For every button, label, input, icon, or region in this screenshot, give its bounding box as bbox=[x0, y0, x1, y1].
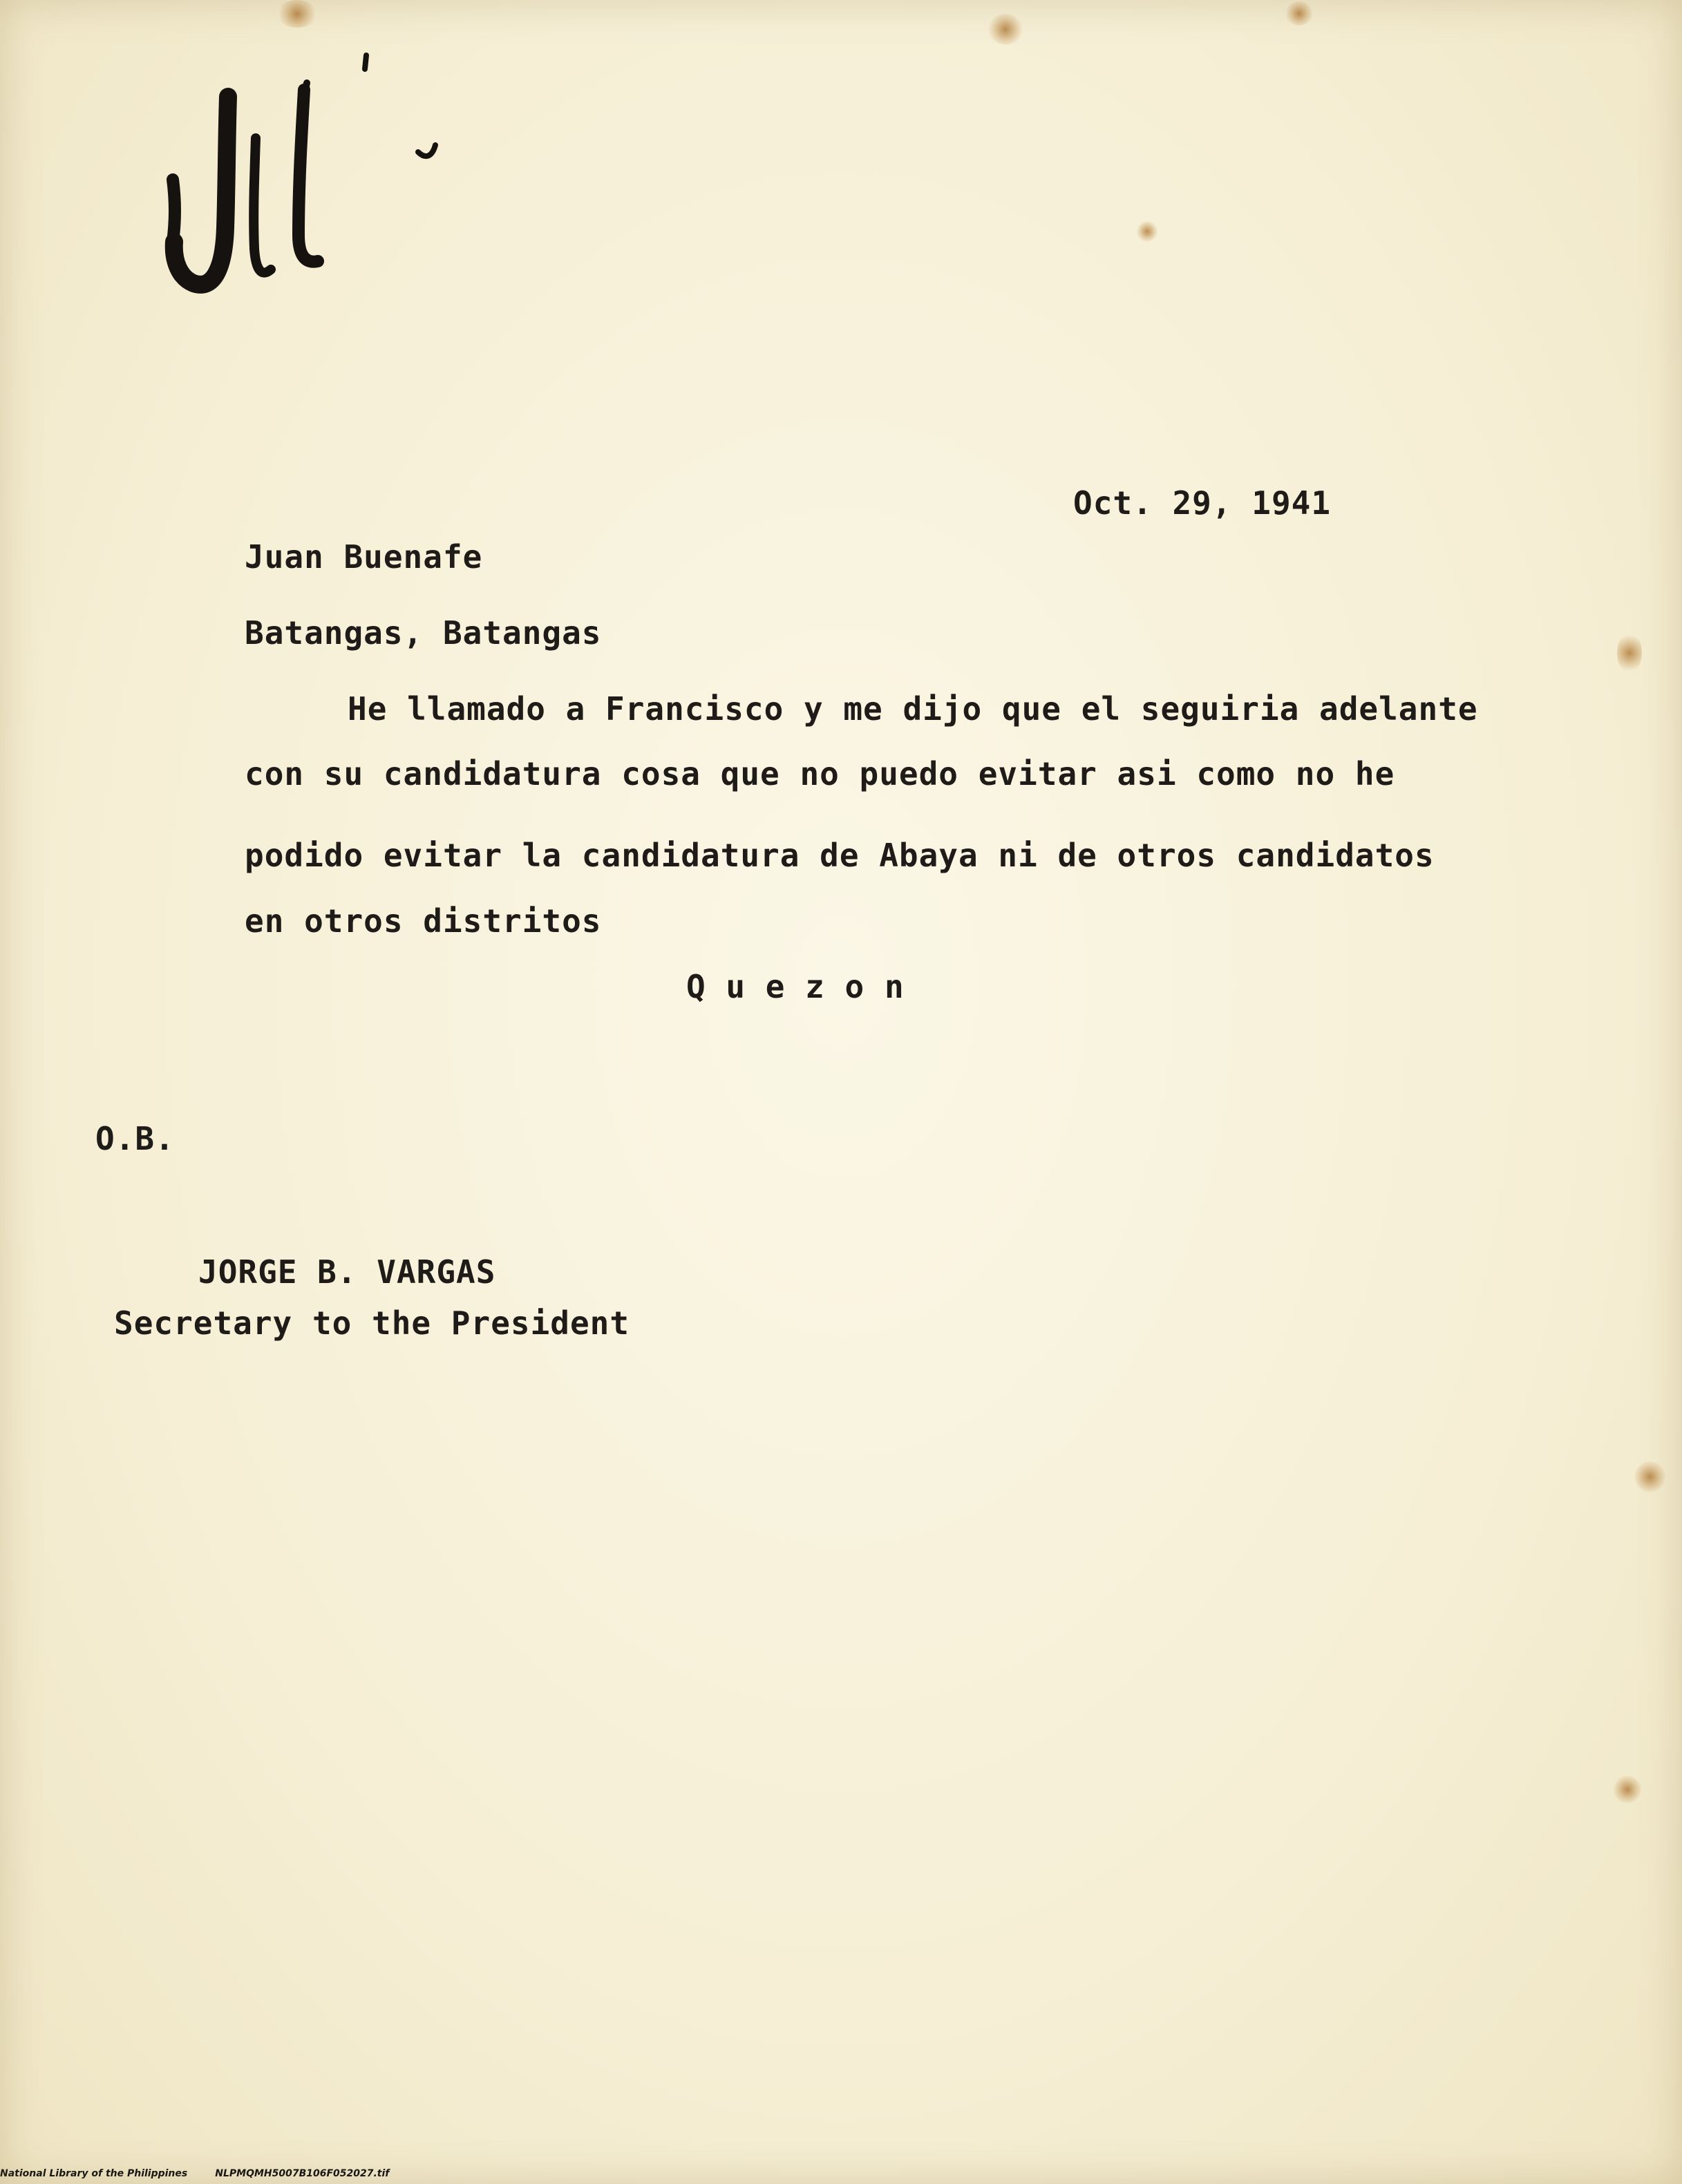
signatory-name: JORGE B. VARGAS bbox=[198, 1253, 496, 1291]
paper-stain bbox=[1137, 221, 1157, 242]
paper-stain bbox=[988, 14, 1023, 45]
recipient-place: Batangas, Batangas bbox=[245, 614, 602, 652]
paper-stain bbox=[1634, 1461, 1665, 1492]
body-line-2: con su candidatura cosa que no puedo evitar asi como no he bbox=[245, 755, 1395, 792]
body-line-1: He llamado a Francisco y me dijo que el seguiria adelante bbox=[348, 690, 1478, 728]
scan-footer bbox=[0, 2168, 389, 2179]
handwritten-initials bbox=[145, 41, 463, 318]
body-line-4: en otros distritos bbox=[245, 902, 602, 940]
paper-stain bbox=[1617, 632, 1642, 674]
recipient-name: Juan Buenafe bbox=[245, 538, 483, 576]
sender-signature: Q u e z o n bbox=[686, 968, 905, 1005]
signatory-title: Secretary to the President bbox=[114, 1304, 630, 1342]
footer-file-name: NLPMQMH5007B106F052027.tif bbox=[215, 2168, 390, 2179]
paper-stain bbox=[276, 0, 318, 28]
ob-mark: O.B. bbox=[95, 1120, 175, 1157]
body-line-3: podido evitar la candidatura de Abaya ni de otros candidatos bbox=[245, 837, 1435, 874]
paper-stain bbox=[1614, 1776, 1641, 1803]
letter-date: Oct. 29, 1941 bbox=[1073, 484, 1332, 522]
footer-institution: National Library of the Philippines bbox=[0, 2168, 188, 2179]
paper-stain bbox=[1285, 1, 1313, 26]
